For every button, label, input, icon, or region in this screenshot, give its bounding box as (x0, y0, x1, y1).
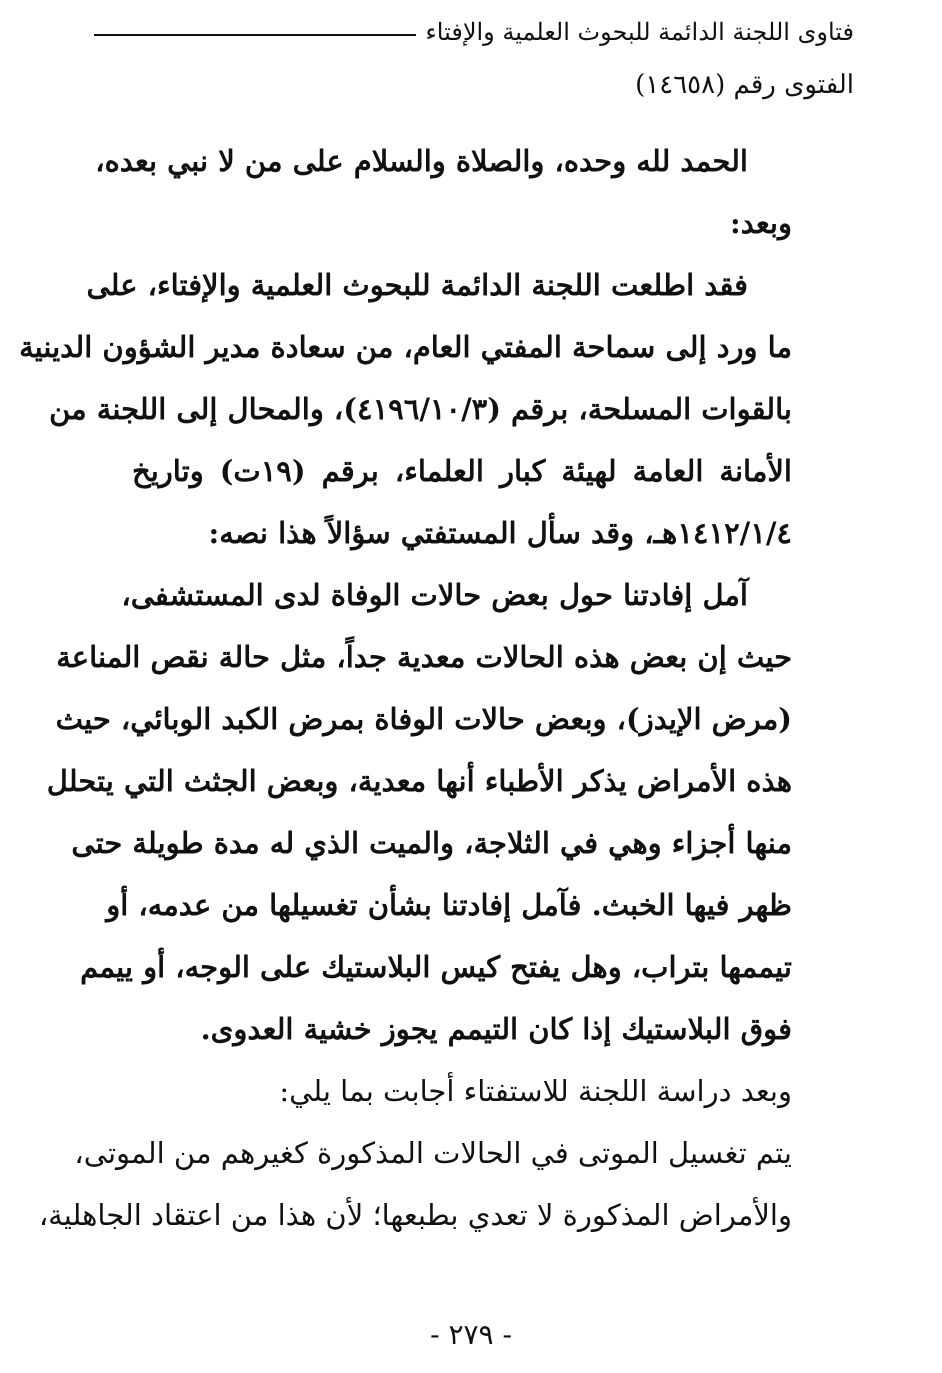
running-header (94, 18, 854, 46)
body-line: والأمراض المذكورة لا تعدي بطبعها؛ لأن هذا من اعتقاد الجاهلية، (38, 1198, 792, 1232)
body-line: ما ورد إلى سماحة المفتي العام، من سعادة مدير الشؤون الدينية (19, 330, 792, 364)
body-line: الحمد لله وحده، والصلاة والسلام على من لا نبي بعده، (95, 144, 748, 178)
running-title: فتاوى اللجنة الدائمة للبحوث العلمية والإفتاء (425, 18, 854, 46)
body-line: فقد اطلعت اللجنة الدائمة للبحوث العلمية والإفتاء، على (86, 268, 748, 302)
body-line: وبعد دراسة اللجنة للاستفتاء أجابت بما يلي: (279, 1074, 792, 1108)
body-line: الأمانة العامة لهيئة كبار العلماء، برقم (١٩ت) وتاريخ (132, 454, 792, 488)
body-line: فوق البلاستيك إذا كان التيمم يجوز خشية العدوى. (200, 1012, 792, 1046)
body-line: ١٤١٢/١/٤هـ، وقد سأل المستفتي سؤالاً هذا نصه: (208, 516, 792, 550)
body-line: ظهر فيها الخبث. فآمل إفادتنا بشأن تغسيلها من عدمه، أو (106, 888, 792, 922)
body-line: حيث إن بعض هذه الحالات معدية جداً، مثل حالة نقص المناعة (56, 640, 792, 674)
body-line: (مرض الإيدز)، وبعض حالات الوفاة بمرض الكبد الوبائي، حيث (55, 702, 792, 736)
fatwa-number: الفتوى رقم (١٤٦٥٨) (635, 70, 854, 100)
fatwa-body (19, 130, 792, 1246)
body-line: تيممها بتراب، وهل يفتح كيس البلاستيك على الوجه، أو ييمم (80, 950, 792, 984)
header-rule (94, 34, 416, 36)
page-number: - ٢٧٩ - (430, 1318, 512, 1351)
body-line: يتم تغسيل الموتى في الحالات المذكورة كغيرهم من الموتى، (74, 1136, 792, 1170)
body-line: آمل إفادتنا حول بعض حالات الوفاة لدى المستشفى، (121, 578, 748, 612)
body-line: بالقوات المسلحة، برقم (٤١٩٦/١٠/٣)، والمحال إلى اللجنة من (49, 392, 792, 426)
body-line: وبعد: (730, 206, 792, 240)
body-line: هذه الأمراض يذكر الأطباء أنها معدية، وبعض الجثث التي يتحلل (46, 764, 792, 798)
body-line: منها أجزاء وهي في الثلاجة، والميت الذي له مدة طويلة حتى (71, 826, 792, 860)
